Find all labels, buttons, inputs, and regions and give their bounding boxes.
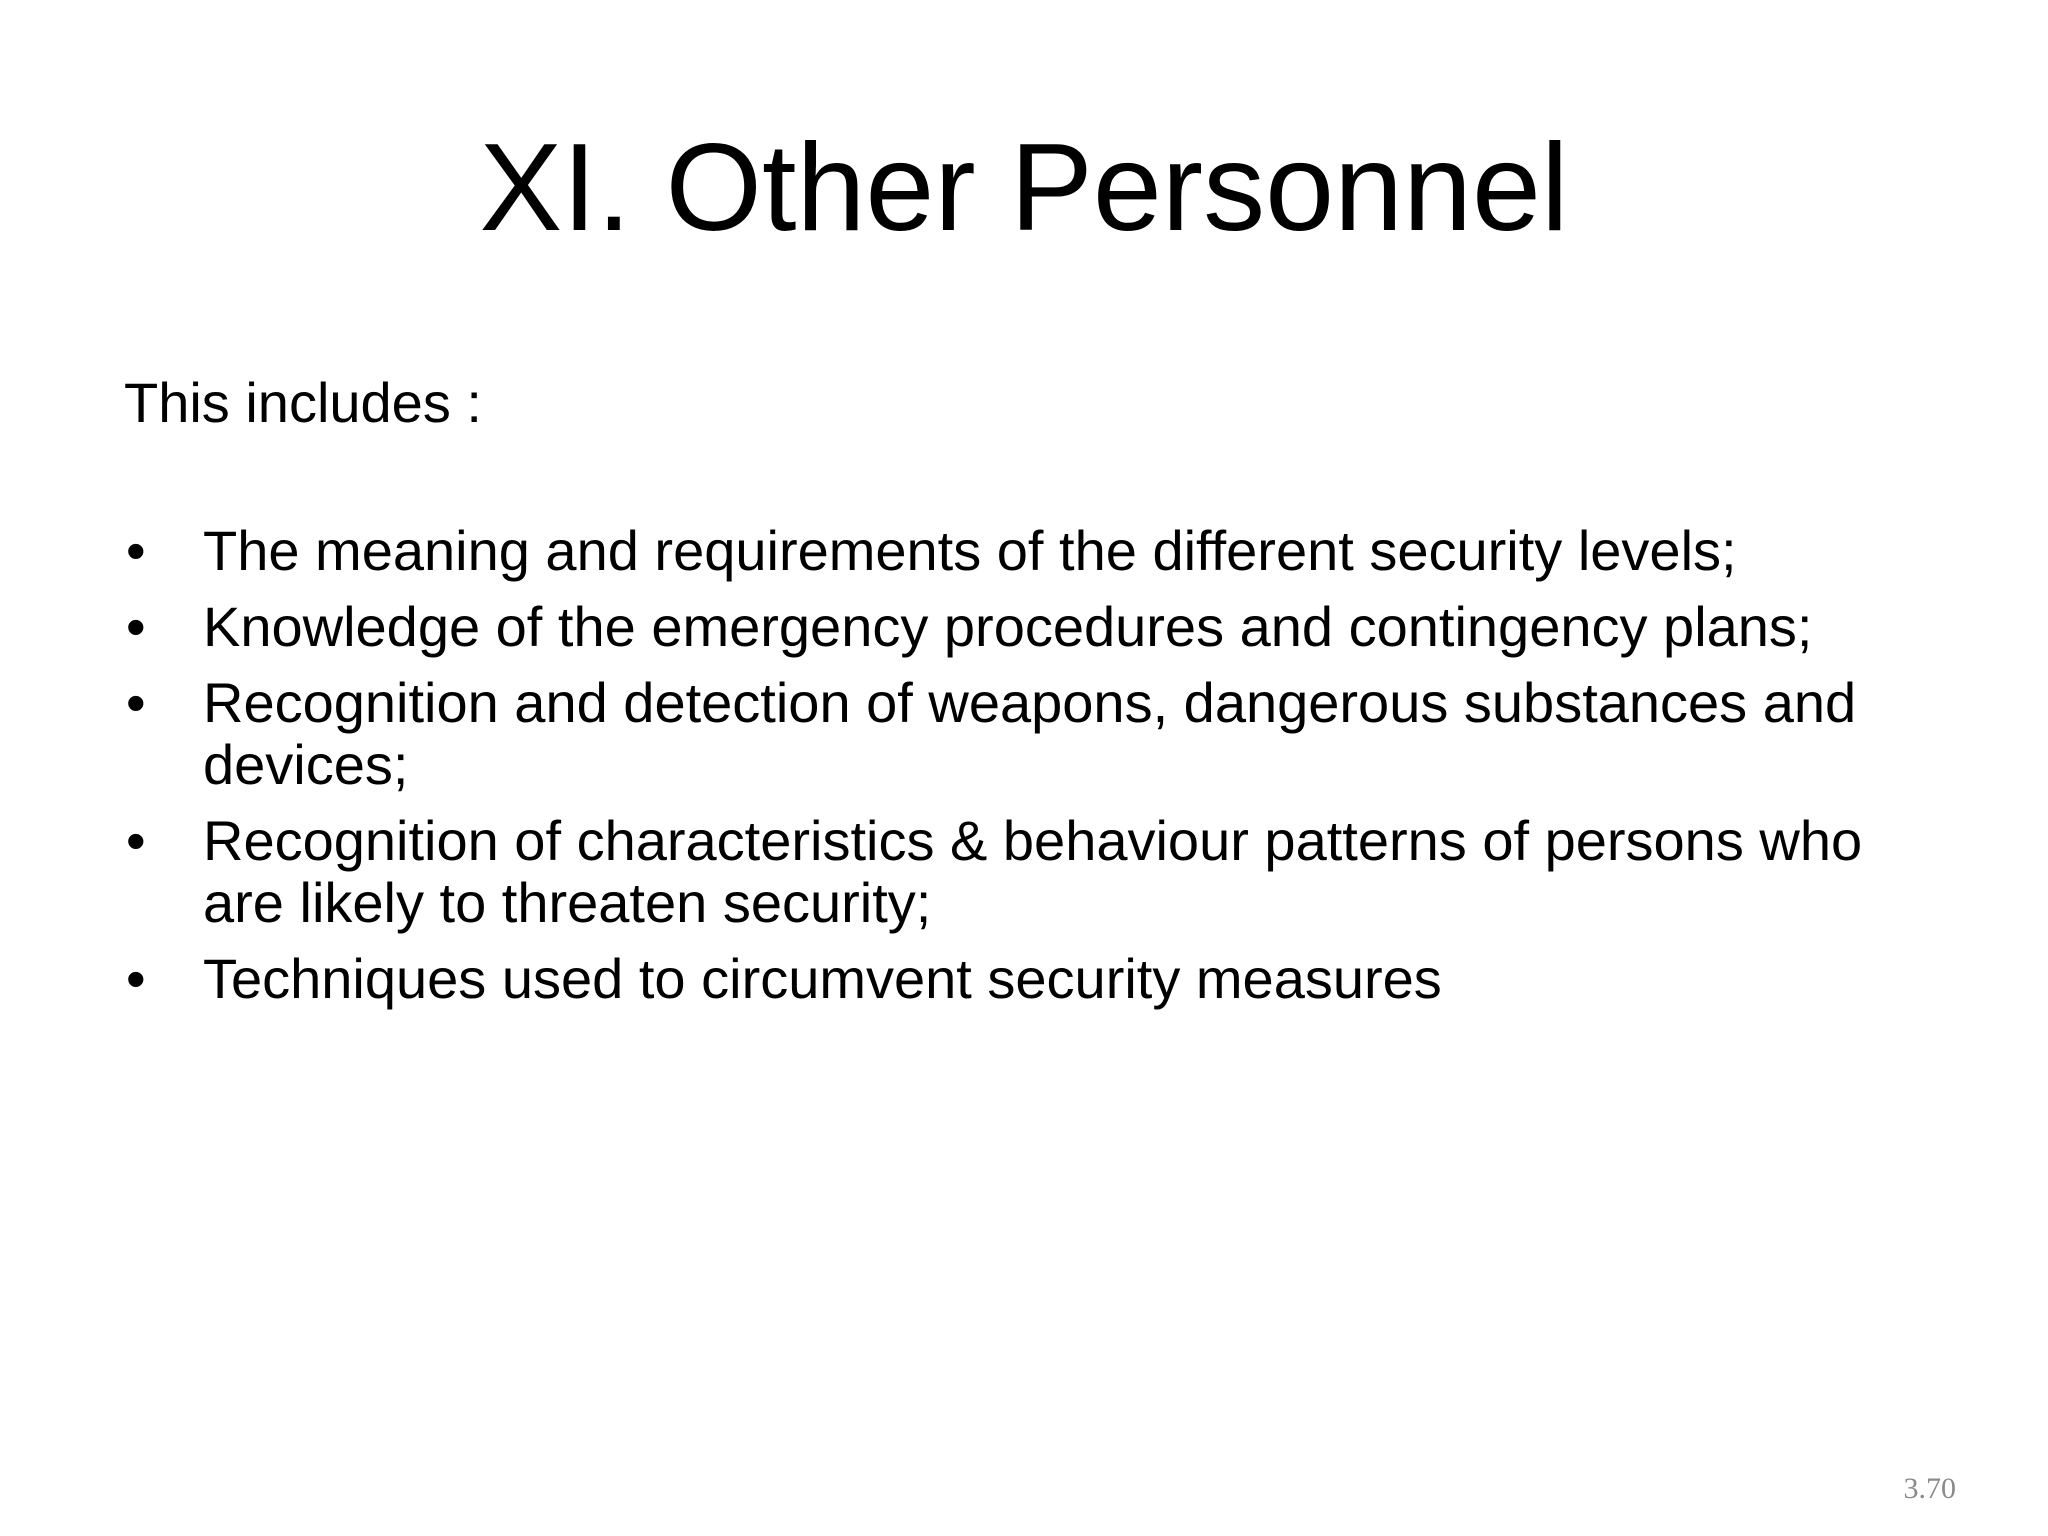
bullet-item (124, 948, 1954, 1010)
bullet-icon: • (126, 519, 146, 582)
bullet-item (124, 596, 1954, 658)
page-number: 3.70 (1903, 1472, 1956, 1505)
intro-text: This includes : (124, 371, 482, 434)
bullet-item (124, 520, 1954, 582)
bullet-icon: • (126, 595, 146, 658)
bullet-item (124, 810, 1954, 934)
bullet-text: Recognition of characteristics & behaviour patterns of persons who are likely to threaten security; (203, 809, 1863, 934)
bullet-text: Techniques used to circumvent security measures (203, 947, 1442, 1010)
bullet-text: Knowledge of the emergency procedures and contingency plans; (203, 595, 1813, 658)
bullet-icon: • (126, 947, 146, 1010)
bullet-list (124, 520, 1954, 1024)
bullet-icon: • (126, 809, 146, 872)
bullet-item (124, 672, 1954, 796)
bullet-icon: • (126, 671, 146, 734)
bullet-text: The meaning and requirements of the different security levels; (203, 519, 1737, 582)
slide-title: XI. Other Personnel (479, 119, 1569, 257)
bullet-text: Recognition and detection of weapons, dangerous substances and devices; (203, 671, 1857, 796)
